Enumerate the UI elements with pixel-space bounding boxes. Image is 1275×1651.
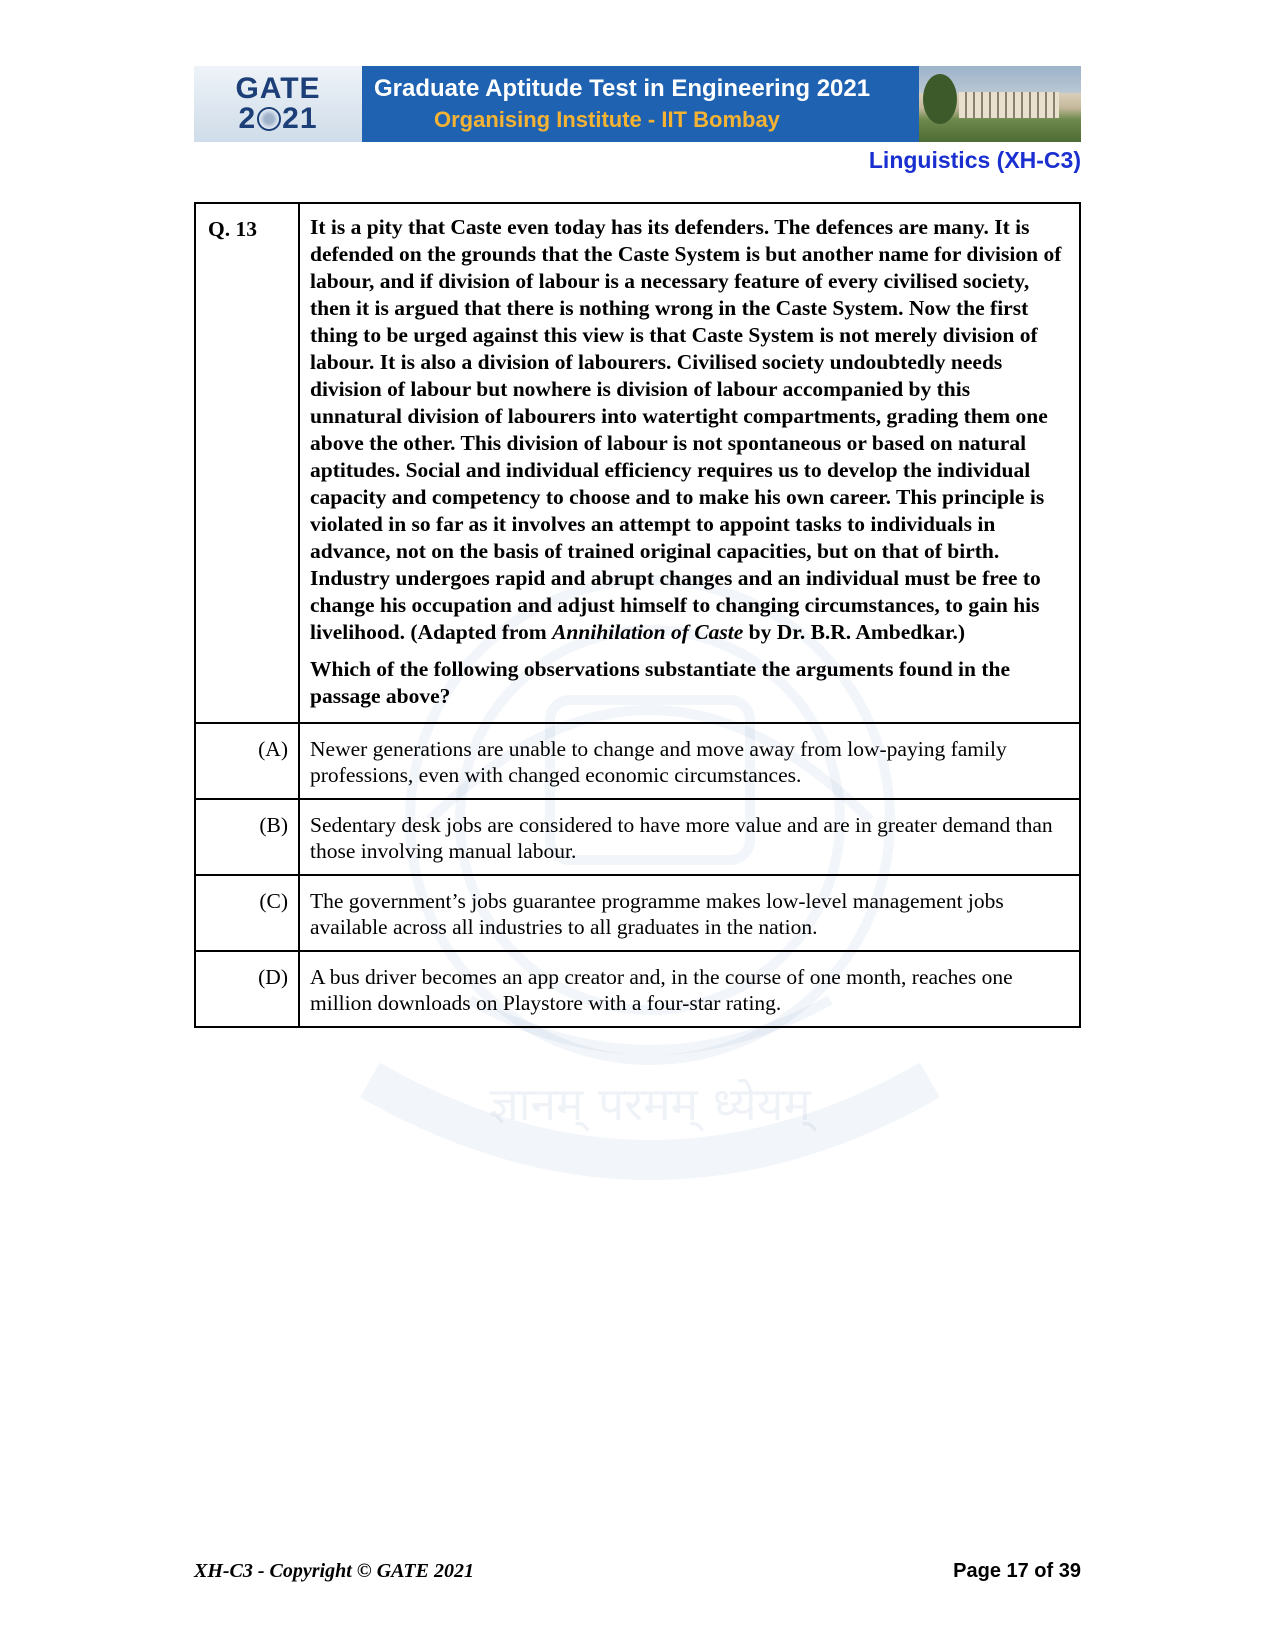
page-total: 39 xyxy=(1058,1560,1081,1582)
option-text: A bus driver becomes an app creator and, in the course of one month, reaches one million downloads on Playstore with a four-star rating. xyxy=(299,951,1080,1027)
passage-source-title: Annihilation of Caste xyxy=(552,620,744,644)
page-prefix: Page xyxy=(953,1560,1007,1582)
question-prompt: Which of the following observations substantiate the arguments found in the passage above? xyxy=(310,657,1010,708)
header-banner xyxy=(194,66,1081,142)
iit-seal-icon xyxy=(257,107,281,131)
passage-text: It is a pity that Caste even today has its defenders. The defences are many. It is defended on the grounds that the Caste System is but another name for division of labour, and if division of labour is a necessary feature of every civilised society, then it is argued that there is nothing wrong in the Caste System. Now the first thing to be urged against this view is that Caste System is not merely division of labour. It is also a division of labourers. Civilised society undoubtedly needs division of labour but nowhere is division of labour accompanied by this unnatural division of labourers into watertight compartments, grading them one above the other. This division of labour is not spontaneous or based on natural aptitudes. Social and individual efficiency requires us to develop the individual capacity and competency to choose and to make his own career. This principle is violated in so far as it involves an attempt to appoint tasks to individuals in advance, not on the basis of trained original capacities, but on that of birth. Industry undergoes rapid and abrupt changes and an individual must be free to change his occupation and adjust himself to changing circumstances, to gain his livelihood. (Adapted from xyxy=(310,215,1062,644)
question-stem xyxy=(299,203,1080,723)
logo-text-gate: GATE xyxy=(235,72,321,105)
logo-year-part2: 21 xyxy=(282,102,318,135)
option-row[interactable] xyxy=(195,951,1080,1027)
option-label: (C) xyxy=(195,875,299,951)
footer-copyright: XH-C3 - Copyright © GATE 2021 xyxy=(194,1560,474,1582)
question-passage xyxy=(310,214,1067,646)
option-row[interactable] xyxy=(195,875,1080,951)
photo-building xyxy=(959,92,1059,118)
option-label: (D) xyxy=(195,951,299,1027)
campus-photo xyxy=(919,66,1081,142)
page-current: 17 xyxy=(1006,1560,1029,1582)
option-text: Sedentary desk jobs are considered to have more value and are in greater demand than those involving manual labour. xyxy=(299,799,1080,875)
passage-source-author: by Dr. B.R. Ambedkar.) xyxy=(743,620,966,644)
banner-title xyxy=(362,66,919,142)
gate-logo xyxy=(194,66,362,142)
logo-text-year xyxy=(238,104,317,134)
photo-tree xyxy=(923,74,957,124)
watermark-motto: ज्ञानम् परमम् ध्येयम् xyxy=(489,1077,811,1131)
question-row xyxy=(195,203,1080,723)
option-text: The government’s jobs guarantee programme makes low-level management jobs available across all industries to all graduates in the nation. xyxy=(299,875,1080,951)
option-row[interactable] xyxy=(195,799,1080,875)
logo-year-part1: 2 xyxy=(238,102,257,135)
option-label: (B) xyxy=(195,799,299,875)
banner-title-line2: Organising Institute - IIT Bombay xyxy=(434,107,780,132)
question-number: Q. 13 xyxy=(195,203,299,723)
footer-page-number xyxy=(953,1560,1081,1583)
page-mid: of xyxy=(1028,1560,1059,1582)
option-label: (A) xyxy=(195,723,299,799)
option-row[interactable] xyxy=(195,723,1080,799)
option-text: Newer generations are unable to change and move away from low-paying family professions, even with changed economic circumstances. xyxy=(299,723,1080,799)
banner-title-line1: Graduate Aptitude Test in Engineering 2021 xyxy=(374,75,871,102)
subject-title: Linguistics (XH-C3) xyxy=(868,147,1081,173)
question-table xyxy=(194,202,1081,1028)
